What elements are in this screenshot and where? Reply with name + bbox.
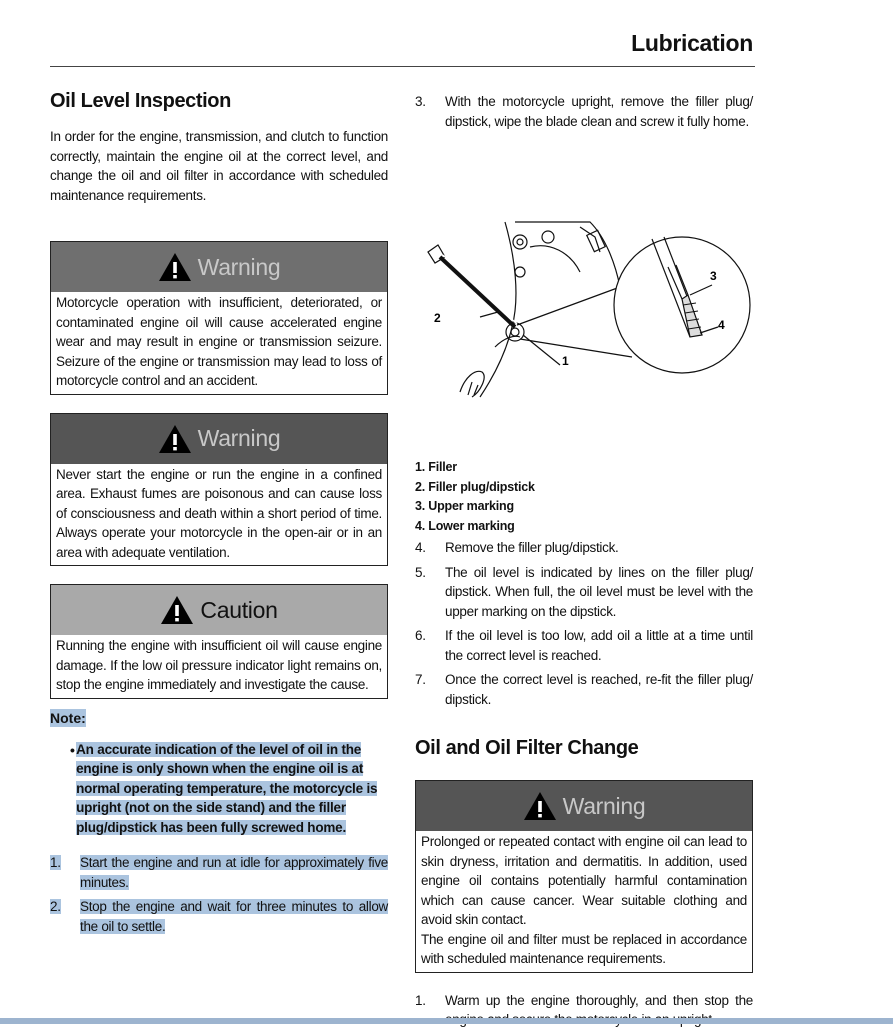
- left-column: [50, 90, 388, 936]
- note-label: Note:: [50, 709, 86, 726]
- warning-box-3: [415, 780, 753, 973]
- figure-label-3: 3: [710, 269, 717, 283]
- warning-header: [51, 242, 387, 292]
- list-item: [415, 538, 753, 558]
- figure-legend: [415, 458, 753, 536]
- warning-header: [416, 781, 752, 831]
- note-bullet-item: [70, 740, 388, 838]
- step-text: Start the engine and run at idle for approximately five minutes.: [80, 855, 388, 890]
- steps-list-right: [415, 538, 753, 709]
- section-heading-oil-change: Oil and Oil Filter Change: [415, 737, 639, 759]
- warning-box-1: [50, 241, 388, 395]
- step-number: 2.: [50, 899, 61, 914]
- step-text: Remove the filler plug/dipstick.: [445, 540, 619, 555]
- page-header-title: Lubrication: [631, 30, 753, 56]
- step-text: The oil level is indicated by lines on the filler plug/ dipstick. When full, the oil level must be level with the upper marking on the dipstick.: [445, 564, 753, 619]
- intro-paragraph: In order for the engine, transmission, and clutch to function correctly, maintain the engine oil at the correct level, and change the oil and oil filter in accordance with scheduled maintenance requirements.: [50, 129, 388, 203]
- note-block: [50, 709, 388, 838]
- step-text: If the oil level is too low, add oil a little at a time until the correct level is reached.: [445, 628, 753, 663]
- caution-title: Caution: [200, 596, 278, 623]
- legend-item: 3. Upper marking: [415, 499, 514, 513]
- figure-label-4: 4: [718, 318, 725, 332]
- figure-label-1: 1: [562, 354, 569, 368]
- legend-item: 1. Filler: [415, 460, 457, 474]
- list-item: [415, 563, 753, 622]
- legend-item: 4. Lower marking: [415, 518, 515, 533]
- bottom-edge-bar: [0, 1018, 893, 1024]
- warning-text: Never start the engine or run the engine in a confined area. Exhaust fumes are poisonous and can cause loss of consciousness and death within a short period of time. Always operate your motorcycle in the open-air or in an area with adequate ventilation.: [56, 466, 382, 560]
- list-item: [415, 92, 753, 131]
- warning-title: Warning: [197, 425, 281, 451]
- bullet-marker: •: [70, 741, 75, 758]
- note-text: An accurate indication of the level of oil in the engine is only shown when the engine oil is at normal operating temperature, the motorcycle is upright (not on the side stand) and the filler plug/dipstick has been fully screwed home.: [76, 741, 378, 835]
- step-number: 7.: [415, 672, 426, 687]
- step-text: With the motorcycle upright, remove the filler plug/ dipstick, wipe the blade clean and screw it fully home.: [445, 94, 753, 129]
- step-number: 4.: [415, 540, 426, 555]
- list-item: [415, 626, 753, 665]
- step-number: 3.: [415, 94, 426, 109]
- caution-header: [51, 585, 387, 635]
- list-item: [50, 853, 388, 892]
- caution-box: [50, 584, 388, 699]
- figure-label-2: 2: [434, 311, 441, 325]
- step-text: Once the correct level is reached, re-fit the filler plug/ dipstick.: [445, 672, 753, 707]
- step-number: 1.: [415, 992, 426, 1008]
- steps-list-left: [50, 853, 388, 936]
- header-rule: [50, 66, 755, 67]
- warning-text: [416, 831, 752, 972]
- dipstick-diagram: [420, 217, 760, 402]
- warning-title: Warning: [197, 253, 281, 280]
- step-number: 1.: [50, 855, 61, 870]
- warning-text-para-2: The engine oil and filter must be replaced in accordance with scheduled maintenance requirements.: [421, 931, 747, 966]
- list-item: [415, 670, 753, 709]
- step-number: 5.: [415, 564, 426, 580]
- right-column-lower: [415, 458, 753, 1030]
- warning-triangle-icon: [158, 424, 192, 454]
- caution-triangle-icon: [160, 595, 194, 625]
- warning-header: [51, 414, 387, 464]
- warning-triangle-icon: [523, 791, 557, 821]
- step-text: Stop the engine and wait for three minutes to allow the oil to settle.: [80, 899, 388, 934]
- caution-text: Running the engine with insufficient oil will cause engine damage. If the low oil pressure indicator light remains on, stop the engine immediately and investigate the cause.: [56, 638, 382, 692]
- warning-box-2: [50, 413, 388, 567]
- step-text: Warm up the engine thoroughly, and then stop the: [445, 992, 753, 1008]
- section-heading-oil-level: Oil Level Inspection: [50, 90, 231, 112]
- right-column: [415, 92, 753, 131]
- list-item: [50, 897, 388, 936]
- legend-item: 2. Filler plug/dipstick: [415, 479, 535, 494]
- warning-text: Motorcycle operation with insufficient, deteriorated, or contaminated engine oil will cause accelerated engine wear and may result in engine or transmission seizure. Seizure of the engine or transmission may lead to loss of motorcycle control and an accident.: [56, 295, 382, 388]
- step-number: 6.: [415, 628, 426, 643]
- warning-title: Warning: [562, 792, 646, 819]
- warning-triangle-icon: [158, 252, 192, 282]
- warning-text-para-1: Prolonged or repeated contact with engine oil can lead to skin dryness, irritation and dermatitis. In addition, used engine oil contains potentially harmful contamination which can cause cancer. Wear suitable clothing and avoid skin contact.: [421, 834, 747, 927]
